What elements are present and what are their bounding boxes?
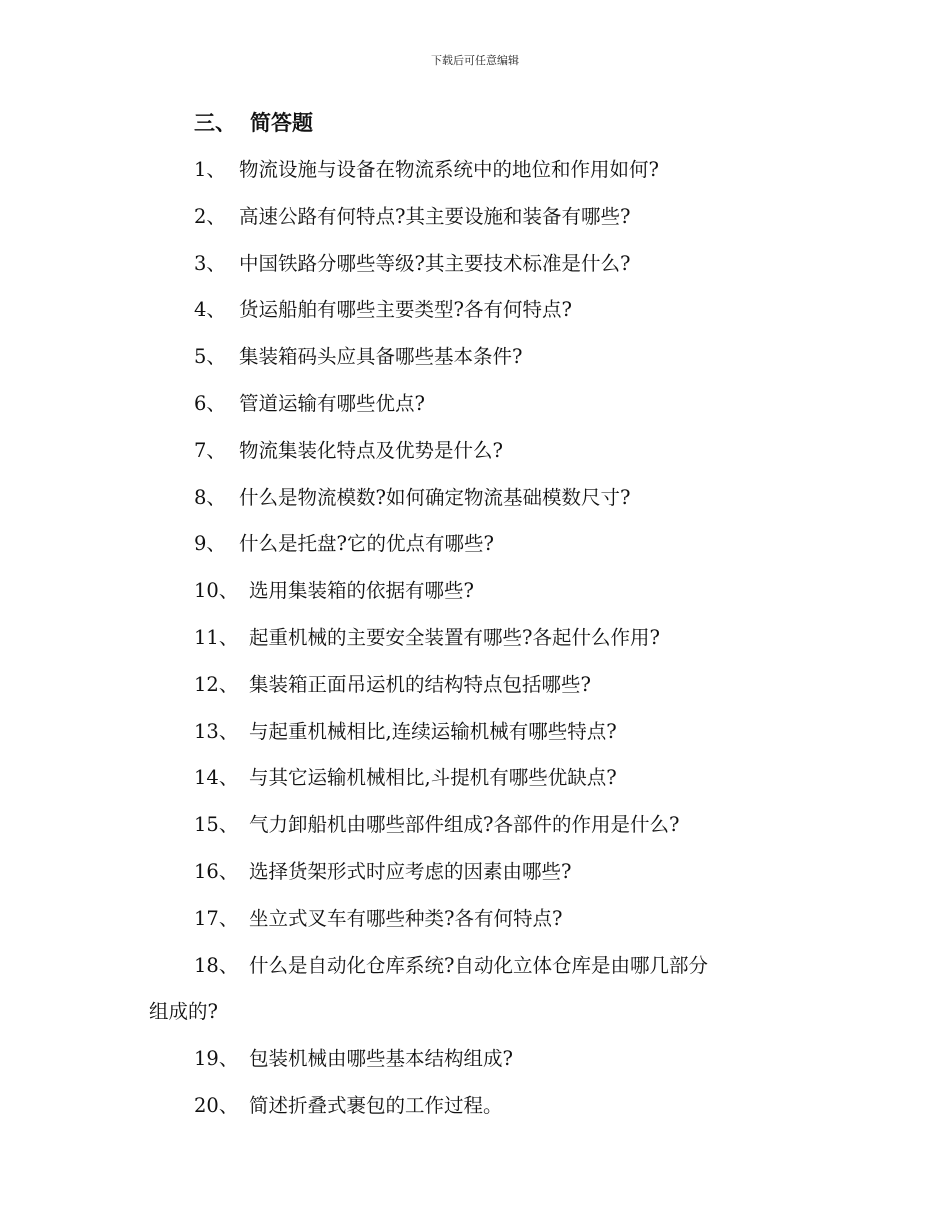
question-item [0, 715, 950, 762]
question-item [0, 434, 950, 481]
question-text: 坐立式叉车有哪些种类?各有何特点? [249, 906, 563, 930]
question-text: 与其它运输机械相比,斗提机有哪些优缺点? [249, 766, 617, 790]
question-text: 与起重机械相比,连续运输机械有哪些特点? [249, 719, 617, 743]
header-note: 下载后可任意编辑 [431, 54, 519, 67]
question-item [0, 808, 950, 855]
question-text: 包装机械由哪些基本结构组成? [249, 1047, 513, 1071]
question-number: 18、 [194, 953, 239, 977]
question-number: 2、 [194, 204, 226, 228]
question-item [0, 902, 950, 949]
question-item [0, 293, 950, 340]
question-item [0, 527, 950, 574]
question-item [0, 1042, 950, 1089]
question-number: 12、 [194, 672, 239, 696]
question-text: 简述折叠式裹包的工作过程。 [249, 1093, 503, 1117]
question-text: 集装箱码头应具备哪些基本条件? [239, 345, 523, 369]
question-text: 选择货架形式时应考虑的因素由哪些? [249, 859, 572, 883]
question-number: 16、 [194, 859, 239, 883]
question-text: 物流集装化特点及优势是什么? [239, 438, 503, 462]
question-item [0, 574, 950, 621]
question-text: 货运船舶有哪些主要类型?各有何特点? [239, 298, 572, 322]
question-text: 什么是托盘?它的优点有哪些? [239, 532, 494, 556]
question-item [0, 200, 950, 247]
question-number: 5、 [194, 345, 226, 369]
question-number: 11、 [194, 625, 239, 649]
question-item [0, 481, 950, 528]
question-text: 高速公路有何特点?其主要设施和装备有哪些? [239, 204, 631, 228]
question-item [0, 247, 950, 294]
question-number: 14、 [194, 766, 239, 790]
question-number: 10、 [194, 579, 239, 603]
question-number: 8、 [194, 485, 226, 509]
question-number: 1、 [194, 158, 226, 181]
section-number: 三、 [194, 111, 236, 135]
question-text: 中国铁路分哪些等级?其主要技术标准是什么? [239, 251, 631, 275]
question-item [0, 387, 950, 434]
question-text: 选用集装箱的依据有哪些? [249, 579, 474, 603]
question-item [0, 621, 950, 668]
question-text: 物流设施与设备在物流系统中的地位和作用如何? [239, 158, 659, 181]
question-item [0, 340, 950, 387]
question-number: 7、 [194, 438, 226, 462]
question-text: 什么是自动化仓库系统?自动化立体仓库是由哪几部分 [249, 953, 708, 977]
section-title [194, 108, 313, 138]
question-number: 19、 [194, 1047, 239, 1071]
question-number: 3、 [194, 251, 226, 275]
question-text: 气力卸船机由哪些部件组成?各部件的作用是什么? [249, 813, 680, 837]
question-number: 15、 [194, 813, 239, 837]
question-number: 20、 [194, 1093, 239, 1117]
question-number: 13、 [194, 719, 239, 743]
question-number: 9、 [194, 532, 226, 556]
question-item [0, 761, 950, 808]
question-text-continuation: 组成的? [149, 1000, 218, 1024]
question-number: 17、 [194, 906, 239, 930]
question-text: 起重机械的主要安全装置有哪些?各起什么作用? [249, 625, 660, 649]
question-number: 4、 [194, 298, 226, 322]
question-item [0, 668, 950, 715]
question-item [0, 1089, 950, 1136]
question-list [0, 153, 950, 1136]
section-title-text: 简答题 [250, 111, 313, 135]
question-text: 什么是物流模数?如何确定物流基础模数尺寸? [239, 485, 631, 509]
question-item [0, 949, 950, 1043]
question-item [0, 153, 950, 200]
question-text: 管道运输有哪些优点? [239, 391, 425, 415]
question-text: 集装箱正面吊运机的结构特点包括哪些? [249, 672, 591, 696]
question-item [0, 855, 950, 902]
question-number: 6、 [194, 391, 226, 415]
